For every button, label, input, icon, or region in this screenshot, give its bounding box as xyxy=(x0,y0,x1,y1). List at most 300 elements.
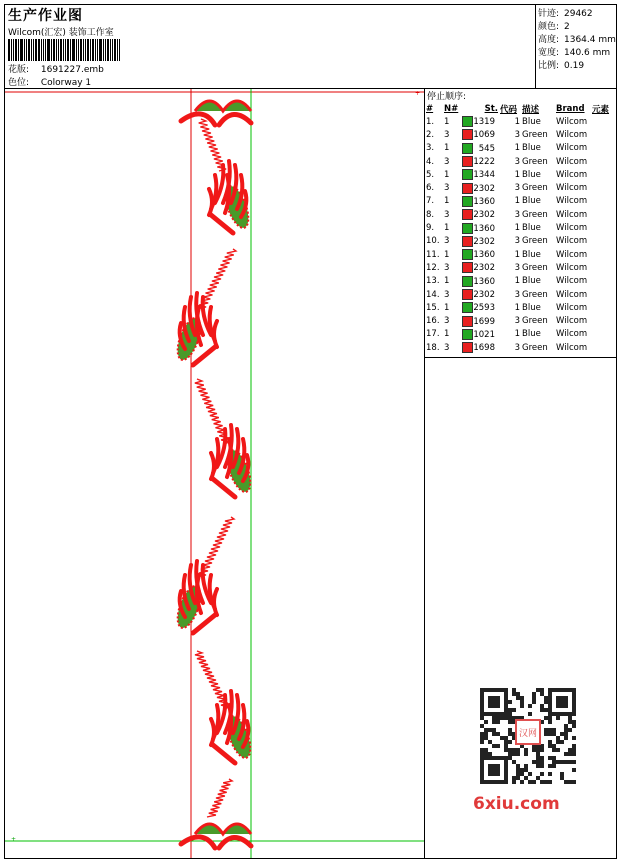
qr-module xyxy=(484,748,488,752)
qr-module xyxy=(508,732,512,736)
qr-module xyxy=(548,756,552,760)
row-stitches xyxy=(461,301,499,314)
row-index: 6. xyxy=(426,183,435,194)
thread-color-swatch xyxy=(462,143,473,154)
qr-module xyxy=(484,752,488,756)
design-file-label: 花版: xyxy=(8,65,30,75)
qr-module xyxy=(548,720,552,724)
row-element xyxy=(591,168,616,181)
row-brand: Wilcom xyxy=(556,316,588,327)
row-index: 5. xyxy=(426,169,435,180)
row-brand: Wilcom xyxy=(556,342,588,353)
qr-module xyxy=(516,764,520,768)
row-brand: Wilcom xyxy=(556,249,588,260)
barcode-bar xyxy=(63,39,64,61)
thread-color-swatch xyxy=(462,249,473,260)
qr-module xyxy=(524,764,528,768)
page-title: 生产作业图 xyxy=(8,8,83,24)
barcode-bar xyxy=(58,39,59,61)
row-code: 3 xyxy=(514,316,520,327)
qr-module xyxy=(572,744,576,748)
qr-module xyxy=(556,716,560,720)
row-element xyxy=(591,181,616,194)
colorway-label: 色位: xyxy=(8,78,30,88)
row-brand: Wilcom xyxy=(556,209,588,220)
qr-module xyxy=(484,728,488,732)
row-element xyxy=(591,235,616,248)
row-description: Blue xyxy=(522,223,541,234)
col-index: # xyxy=(426,104,434,114)
qr-module xyxy=(516,776,520,780)
row-description: Blue xyxy=(522,143,541,154)
stat-value: 29462 xyxy=(564,9,593,19)
col-stitches: St. xyxy=(484,104,498,114)
barcode-bar xyxy=(45,39,46,61)
row-stitches xyxy=(461,181,499,194)
row-code: 3 xyxy=(514,129,520,140)
stat-value: 140.6 mm xyxy=(564,48,611,58)
row-index: 12. xyxy=(426,262,440,273)
thread-color-swatch xyxy=(462,329,473,340)
qr-module xyxy=(564,732,568,736)
qr-module xyxy=(516,696,520,700)
embroidery-motifs xyxy=(11,90,420,848)
stitch-count: 2302 xyxy=(473,290,495,300)
row-needle: 1 xyxy=(444,249,450,260)
qr-module xyxy=(500,736,504,740)
row-stitches xyxy=(461,235,499,248)
qr-module xyxy=(560,760,564,764)
qr-module xyxy=(544,732,548,736)
qr-module xyxy=(568,728,572,732)
corner-marker: + xyxy=(11,836,17,843)
qr-module xyxy=(532,748,536,752)
border-cap xyxy=(195,101,251,111)
barcode-bar xyxy=(117,39,118,61)
row-brand: Wilcom xyxy=(556,196,588,207)
qr-module xyxy=(560,776,564,780)
qr-module xyxy=(492,720,496,724)
qr-module xyxy=(556,736,560,740)
barcode-bar xyxy=(72,39,75,61)
row-description: Green xyxy=(522,209,548,220)
qr-module xyxy=(564,736,568,740)
row-element xyxy=(591,341,616,354)
barcode-bar xyxy=(76,39,77,61)
row-needle: 1 xyxy=(444,276,450,287)
row-element xyxy=(591,128,616,141)
barcode-bar xyxy=(90,39,91,61)
barcode-bar xyxy=(105,39,106,61)
qr-module xyxy=(568,760,572,764)
qr-module xyxy=(544,708,548,712)
barcode-bar xyxy=(26,39,27,61)
table-row xyxy=(425,301,616,314)
row-needle: 3 xyxy=(444,209,450,220)
qr-module xyxy=(480,736,484,740)
row-brand: Wilcom xyxy=(556,262,588,273)
row-needle: 1 xyxy=(444,116,450,127)
table-row xyxy=(425,115,616,128)
table-row xyxy=(425,288,616,301)
stats-panel xyxy=(536,5,616,89)
qr-module xyxy=(548,764,552,768)
stitch-count: 2302 xyxy=(473,210,495,221)
row-needle: 3 xyxy=(444,342,450,353)
stat-label: 宽度: xyxy=(538,48,560,58)
barcode-bar xyxy=(114,39,116,61)
cap-petal xyxy=(219,837,251,848)
row-code: 1 xyxy=(514,249,520,260)
qr-module xyxy=(572,760,576,764)
stat-label: 颜色: xyxy=(538,22,560,32)
thread-color-swatch xyxy=(462,316,473,327)
row-index: 17. xyxy=(426,329,440,340)
qr-module xyxy=(496,716,500,720)
stitch-count: 1698 xyxy=(473,343,495,354)
qr-module xyxy=(512,780,516,784)
row-code: 1 xyxy=(514,329,520,340)
row-element xyxy=(591,328,616,341)
row-stitches xyxy=(461,341,499,354)
qr-module xyxy=(548,728,552,732)
cap-petal xyxy=(181,114,215,125)
qr-module xyxy=(540,708,544,712)
qr-module xyxy=(504,716,508,720)
stitch-count: 1069 xyxy=(473,130,495,141)
stop-sequence-title: 停止顺序: xyxy=(427,92,467,102)
row-code: 1 xyxy=(514,143,520,154)
row-stitches xyxy=(461,115,499,128)
qr-module xyxy=(508,752,512,756)
qr-module xyxy=(544,728,548,732)
qr-module xyxy=(536,688,540,692)
row-brand: Wilcom xyxy=(556,129,588,140)
stitch-count: 1021 xyxy=(473,329,495,340)
row-needle: 3 xyxy=(444,129,450,140)
row-brand: Wilcom xyxy=(556,143,588,154)
stat-stitches xyxy=(538,6,593,19)
qr-module xyxy=(496,720,500,724)
barcode-bar xyxy=(56,39,57,61)
row-description: Blue xyxy=(522,169,541,180)
qr-module xyxy=(568,748,572,752)
qr-module xyxy=(540,692,544,696)
row-description: Blue xyxy=(522,116,541,127)
qr-module xyxy=(560,732,564,736)
row-needle: 3 xyxy=(444,183,450,194)
row-code: 3 xyxy=(514,289,520,300)
qr-module xyxy=(564,752,568,756)
thread-color-swatch xyxy=(462,236,473,247)
qr-module xyxy=(504,744,508,748)
row-description: Green xyxy=(522,289,548,300)
qr-module xyxy=(552,728,556,732)
table-row xyxy=(425,341,616,354)
qr-module xyxy=(548,716,552,720)
thread-color-swatch xyxy=(462,169,473,180)
panel-divider xyxy=(425,357,616,358)
barcode-bar xyxy=(18,39,19,61)
qr-module xyxy=(512,692,516,696)
qr-module xyxy=(512,776,516,780)
qr-module xyxy=(528,780,532,784)
qr-module xyxy=(572,752,576,756)
qr-module xyxy=(568,752,572,756)
qr-module xyxy=(552,748,556,752)
table-row xyxy=(425,275,616,288)
qr-module xyxy=(568,716,572,720)
row-brand: Wilcom xyxy=(556,116,588,127)
row-code: 3 xyxy=(514,262,520,273)
qr-module xyxy=(480,748,484,752)
row-description: Blue xyxy=(522,329,541,340)
table-row xyxy=(425,261,616,274)
qr-module xyxy=(536,748,540,752)
qr-finder-inner xyxy=(556,696,568,708)
barcode-bar xyxy=(33,39,34,61)
qr-module xyxy=(520,704,524,708)
row-needle: 1 xyxy=(444,143,450,154)
barcode-bar xyxy=(41,39,42,61)
design-file-value: 1691227.emb xyxy=(40,65,104,75)
row-index: 4. xyxy=(426,156,435,167)
qr-module xyxy=(540,704,544,708)
qr-module xyxy=(568,780,572,784)
row-brand: Wilcom xyxy=(556,183,588,194)
row-brand: Wilcom xyxy=(556,276,588,287)
row-element xyxy=(591,275,616,288)
row-element xyxy=(591,248,616,261)
row-description: Green xyxy=(522,236,548,247)
qr-module xyxy=(484,736,488,740)
qr-module xyxy=(568,720,572,724)
table-row xyxy=(425,128,616,141)
row-needle: 3 xyxy=(444,289,450,300)
barcode-bar xyxy=(53,39,55,61)
qr-module xyxy=(552,756,556,760)
qr-module xyxy=(548,744,552,748)
row-element xyxy=(591,301,616,314)
barcode-bar xyxy=(80,39,82,61)
stat-colors xyxy=(538,19,570,32)
row-stitches xyxy=(461,275,499,288)
row-needle: 1 xyxy=(444,329,450,340)
row-description: Green xyxy=(522,262,548,273)
qr-module xyxy=(536,752,540,756)
thread-color-swatch xyxy=(462,289,473,300)
barcode-bar xyxy=(13,39,14,61)
qr-module xyxy=(540,756,544,760)
row-index: 1. xyxy=(426,116,435,127)
qr-module xyxy=(536,776,540,780)
qr-module xyxy=(544,700,548,704)
table-row xyxy=(425,181,616,194)
qr-module xyxy=(552,760,556,764)
row-index: 9. xyxy=(426,223,435,234)
qr-logo-text: 汉网 xyxy=(518,729,538,739)
barcode xyxy=(8,39,144,61)
qr-module xyxy=(488,752,492,756)
barcode-bar xyxy=(20,39,23,61)
qr-module xyxy=(496,744,500,748)
row-stitches xyxy=(461,142,499,155)
qr-module xyxy=(508,720,512,724)
row-description: Green xyxy=(522,156,548,167)
studio-name: Wilcom(汇宏) 装饰工作室 xyxy=(8,28,114,38)
qr-module xyxy=(564,760,568,764)
thread-color-swatch xyxy=(462,342,473,353)
row-index: 10. xyxy=(426,236,440,247)
stat-value: 2 xyxy=(564,22,570,32)
design-file-row xyxy=(8,62,104,75)
barcode-bar xyxy=(103,39,104,61)
qr-module xyxy=(492,716,496,720)
row-element xyxy=(591,115,616,128)
stitch-count: 1319 xyxy=(473,117,495,128)
qr-module xyxy=(552,764,556,768)
barcode-bar xyxy=(99,39,102,61)
stitch-count: 1360 xyxy=(473,250,495,261)
stat-value: 1364.4 mm xyxy=(564,35,616,45)
thread-color-swatch xyxy=(462,183,473,194)
barcode-bar xyxy=(95,39,96,61)
cap-petal xyxy=(181,837,215,848)
barcode-bar xyxy=(24,39,25,61)
stat-label: 比例: xyxy=(538,61,560,71)
watermark-text: 6xiu.com xyxy=(473,794,560,814)
row-description: Blue xyxy=(522,302,541,313)
barcode-bar xyxy=(47,39,50,61)
qr-module xyxy=(516,692,520,696)
corner-marker: + xyxy=(415,90,421,97)
stop-sequence-table xyxy=(425,103,616,354)
qr-module xyxy=(524,768,528,772)
row-element xyxy=(591,208,616,221)
row-needle: 3 xyxy=(444,236,450,247)
stat-height xyxy=(538,32,616,45)
qr-module xyxy=(484,720,488,724)
stem xyxy=(193,347,215,365)
qr-module xyxy=(556,748,560,752)
row-brand: Wilcom xyxy=(556,223,588,234)
border-cap xyxy=(195,824,251,834)
row-brand: Wilcom xyxy=(556,236,588,247)
qr-module xyxy=(540,688,544,692)
row-brand: Wilcom xyxy=(556,329,588,340)
stat-scale xyxy=(538,58,584,71)
barcode-bar xyxy=(119,39,120,61)
row-description: Green xyxy=(522,183,548,194)
qr-module xyxy=(536,756,540,760)
qr-module xyxy=(512,688,516,692)
row-brand: Wilcom xyxy=(556,289,588,300)
thread-color-swatch xyxy=(462,262,473,273)
qr-module xyxy=(540,772,544,776)
qr-module xyxy=(516,748,520,752)
barcode-bar xyxy=(28,39,30,61)
stem xyxy=(211,215,233,233)
stat-width xyxy=(538,45,610,58)
barcode-bar xyxy=(60,39,62,61)
thread-color-swatch xyxy=(462,116,473,127)
row-stitches xyxy=(461,288,499,301)
qr-module xyxy=(532,780,536,784)
barcode-bar xyxy=(92,39,94,61)
qr-finder-inner xyxy=(488,696,500,708)
thread-color-swatch xyxy=(462,302,473,313)
qr-module xyxy=(572,724,576,728)
barcode-bar xyxy=(15,39,17,61)
row-stitches xyxy=(461,128,499,141)
qr-module xyxy=(488,728,492,732)
row-code: 3 xyxy=(514,342,520,353)
design-preview xyxy=(5,89,425,858)
stitch-count: 1360 xyxy=(473,223,495,234)
row-index: 13. xyxy=(426,276,440,287)
table-row xyxy=(425,248,616,261)
row-index: 7. xyxy=(426,196,435,207)
qr-module xyxy=(564,728,568,732)
qr-module xyxy=(564,724,568,728)
qr-module xyxy=(508,700,512,704)
row-code: 3 xyxy=(514,209,520,220)
barcode-bar xyxy=(107,39,109,61)
colorway-row xyxy=(8,75,91,88)
thread-color-swatch xyxy=(462,156,473,167)
qr-module xyxy=(480,732,484,736)
table-header-row xyxy=(425,103,616,115)
qr-module xyxy=(516,768,520,772)
row-stitches xyxy=(461,195,499,208)
qr-module xyxy=(516,752,520,756)
row-needle: 3 xyxy=(444,156,450,167)
barcode-bar xyxy=(87,39,89,61)
qr-module xyxy=(540,748,544,752)
qr-module xyxy=(572,720,576,724)
qr-module xyxy=(544,716,548,720)
row-description: Blue xyxy=(522,249,541,260)
qr-module xyxy=(520,768,524,772)
barcode-bar xyxy=(112,39,113,61)
qr-module xyxy=(532,696,536,700)
qr-module xyxy=(496,732,500,736)
qr-module xyxy=(528,712,532,716)
row-code: 1 xyxy=(514,116,520,127)
qr-module xyxy=(492,728,496,732)
qr-module xyxy=(548,740,552,744)
stitch-count: 545 xyxy=(478,143,495,154)
stitch-count: 2593 xyxy=(473,303,495,314)
qr-module xyxy=(552,744,556,748)
row-index: 3. xyxy=(426,143,435,154)
stitch-count: 1360 xyxy=(473,276,495,287)
qr-module xyxy=(552,732,556,736)
row-brand: Wilcom xyxy=(556,156,588,167)
row-code: 3 xyxy=(514,156,520,167)
barcode-bar xyxy=(67,39,69,61)
table-row xyxy=(425,208,616,221)
barcode-bar xyxy=(38,39,40,61)
col-brand: Brand xyxy=(556,104,585,114)
barcode-bar xyxy=(78,39,79,61)
cap-petal xyxy=(219,114,251,125)
qr-module xyxy=(504,740,508,744)
qr-module xyxy=(516,772,520,776)
col-code: 代码 xyxy=(500,105,518,115)
qr-module xyxy=(512,708,516,712)
colorway-value: Colorway 1 xyxy=(40,78,92,88)
